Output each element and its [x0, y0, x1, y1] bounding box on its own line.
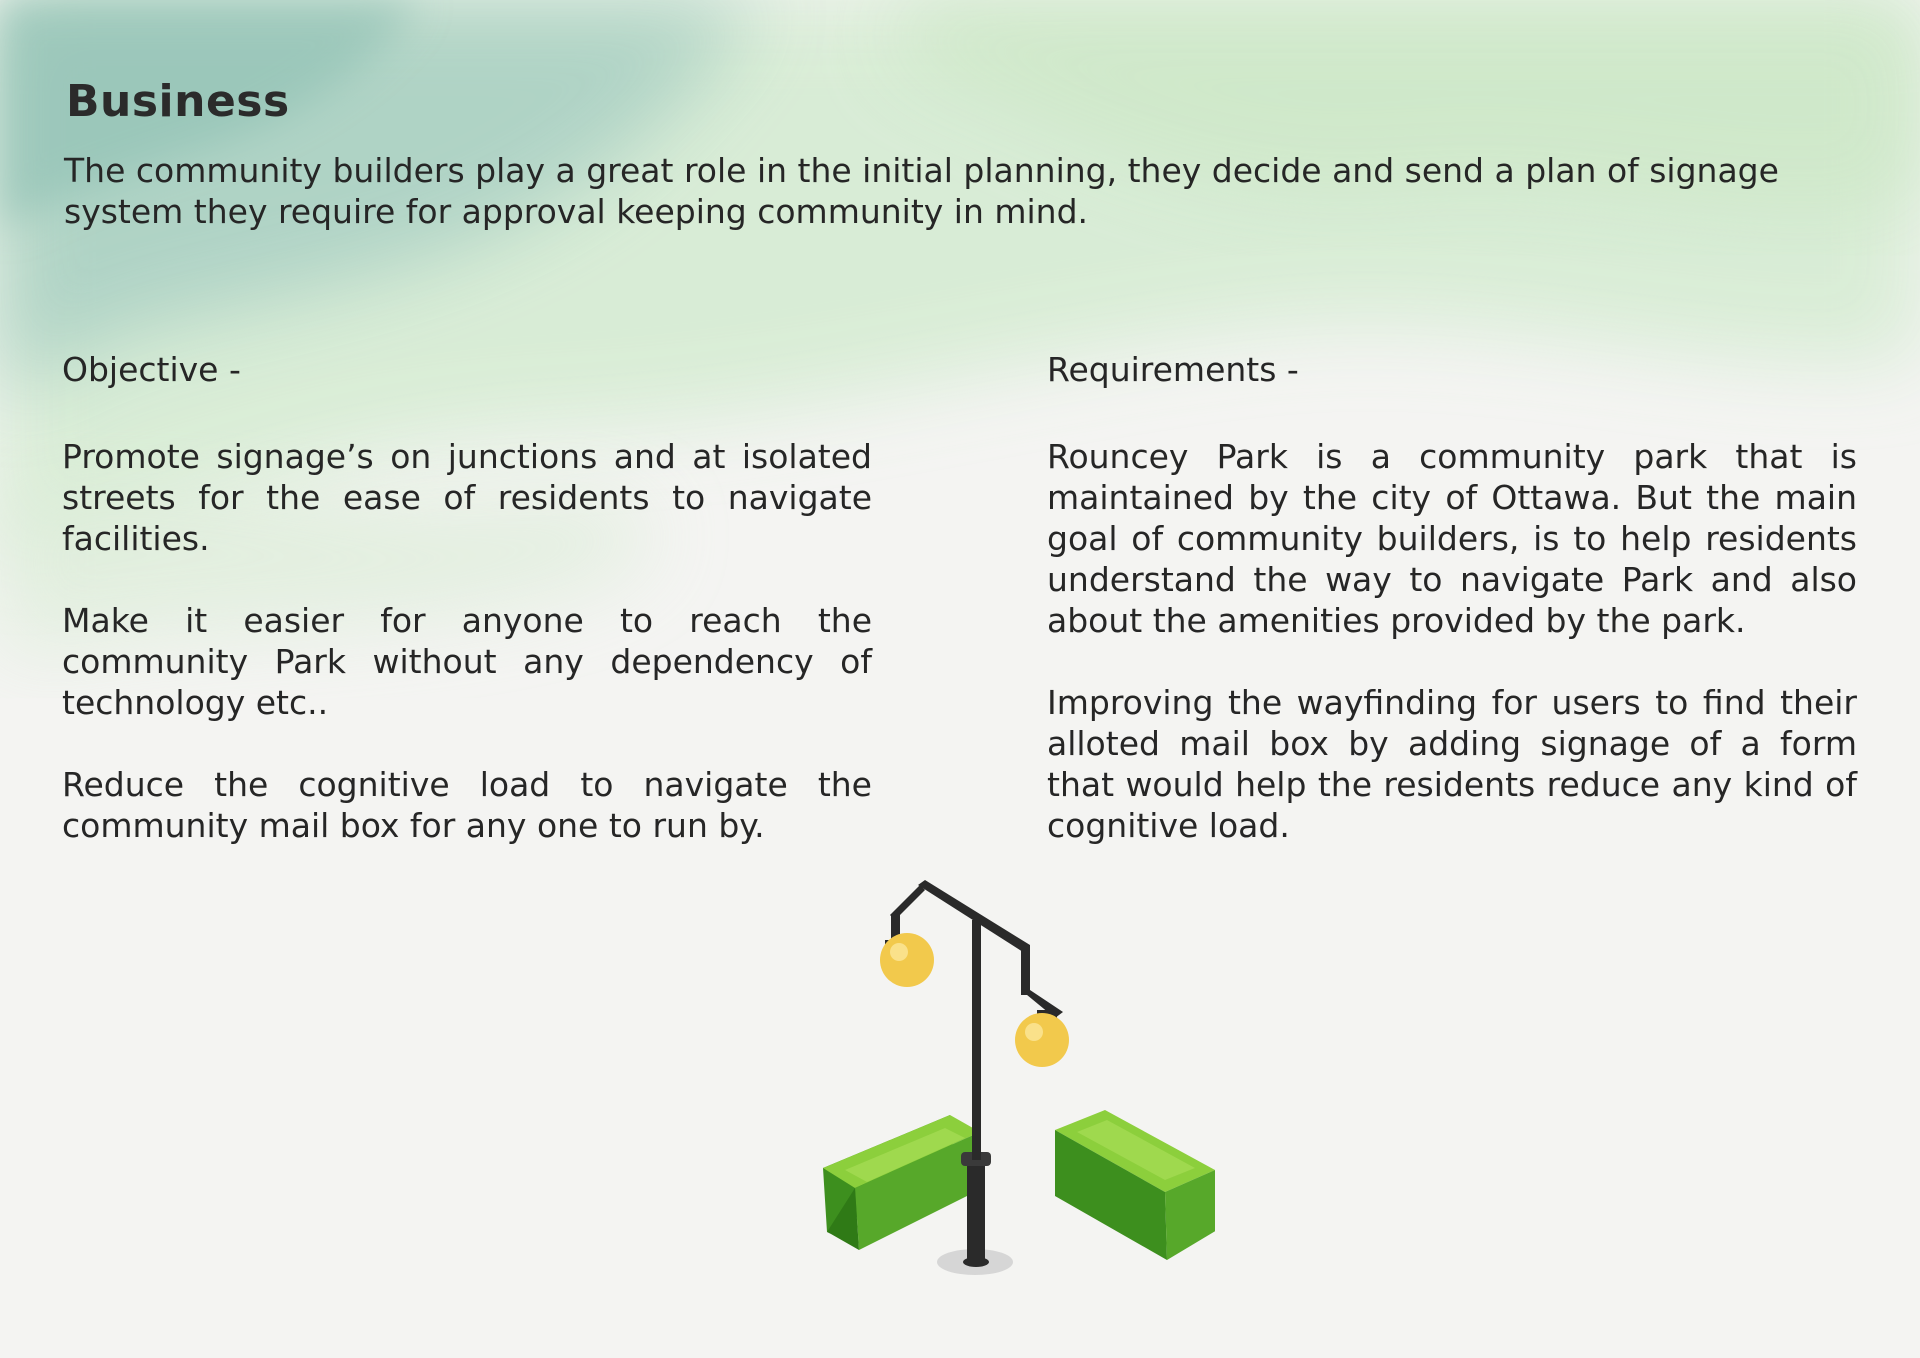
requirements-paragraph-1: Rouncey Park is a community park that is maintained by the city of Ottawa. But the main goal of community builders, is to help residents understand the way to navigate Park and also about the amenities provided by the park.	[1047, 437, 1857, 640]
street-lamp-with-hedges-icon	[815, 870, 1215, 1310]
right-hedge	[1055, 1110, 1215, 1260]
right-lamp-bulb	[1015, 1010, 1069, 1067]
requirements-heading: Requirements -	[1047, 350, 1299, 389]
objective-section	[62, 345, 872, 887]
page-title: Business	[66, 76, 290, 127]
requirements-paragraph-2: Improving the wayfinding for users to find their alloted mail box by adding signage of a form that would help the residents reduce any kind of cognitive load.	[1047, 683, 1857, 845]
intro-paragraph: The community builders play a great role in the initial planning, they decide and send a plan of signage system they require for approval keeping community in mind.	[64, 151, 1779, 231]
requirements-section	[1047, 345, 1857, 887]
objective-paragraph-2: Make it easier for anyone to reach the community Park without any dependency of technology etc..	[62, 601, 872, 722]
objective-heading: Objective -	[62, 350, 241, 389]
left-lamp-bulb	[880, 933, 934, 987]
objective-paragraph-1: Promote signage’s on junctions and at isolated streets for the ease of residents to navigate facilities.	[62, 437, 872, 558]
left-hedge	[823, 1115, 983, 1250]
objective-paragraph-3: Reduce the cognitive load to navigate the community mail box for any one to run by.	[62, 765, 872, 845]
